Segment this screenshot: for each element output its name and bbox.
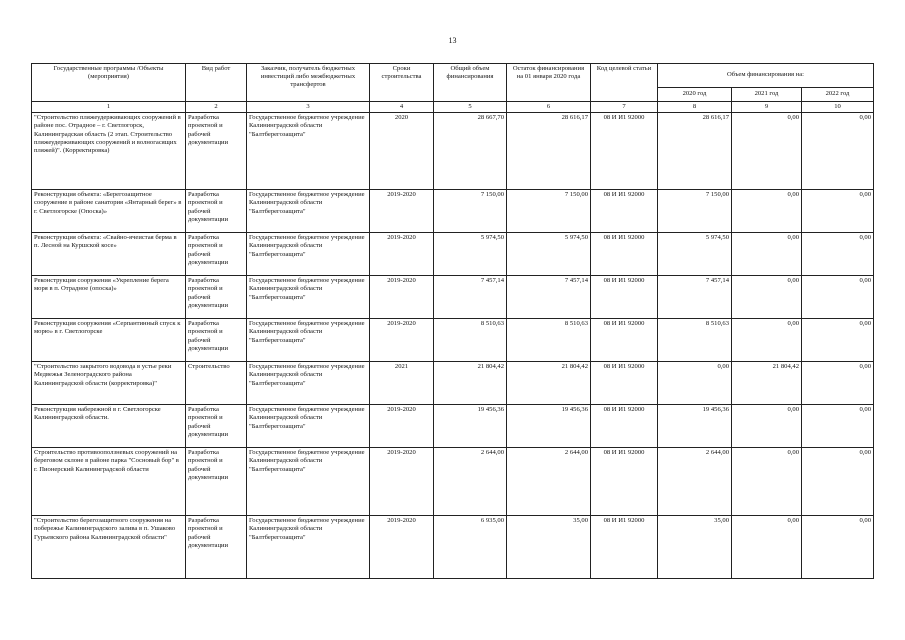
- program-name: "Строительство берегозащитного сооружения на побережье Калининградского залива в п. Ушаково Гурьевского района Калининградской области": [32, 516, 186, 579]
- program-name: Реконструкция набережной в г. Светлогорске Калининградской области.: [32, 405, 186, 448]
- table-row: [32, 516, 874, 579]
- target-code: 08 И И1 92000: [591, 276, 658, 319]
- total-amount: 7 150,00: [434, 190, 507, 233]
- customer: Государственное бюджетное учреждение Калининградской области "Балтберегозащита": [247, 233, 370, 276]
- period: 2019-2020: [370, 190, 434, 233]
- program-name: "Строительство закрытого водовода в устье реки Медвежья Зеленоградского района Калининградской области (корректировка)": [32, 362, 186, 405]
- amount-2021: 0,00: [732, 516, 802, 579]
- period: 2019-2020: [370, 448, 434, 516]
- amount-2021: 0,00: [732, 276, 802, 319]
- header-remainder: Остаток финансирования на 01 января 2020 года: [507, 64, 591, 102]
- work-type: Строительство: [186, 362, 247, 405]
- target-code: 08 И И1 92000: [591, 190, 658, 233]
- column-number: 10: [802, 102, 874, 113]
- remainder-amount: 19 456,36: [507, 405, 591, 448]
- total-amount: 8 510,63: [434, 319, 507, 362]
- amount-2022: 0,00: [802, 319, 874, 362]
- amount-2021: 0,00: [732, 233, 802, 276]
- customer: Государственное бюджетное учреждение Калининградской области "Балтберегозащита": [247, 362, 370, 405]
- amount-2020: 35,00: [658, 516, 732, 579]
- column-number: 4: [370, 102, 434, 113]
- customer: Государственное бюджетное учреждение Калининградской области "Балтберегозащита": [247, 190, 370, 233]
- column-number: 1: [32, 102, 186, 113]
- work-type: Разработка проектной и рабочей документации: [186, 113, 247, 190]
- column-number: 8: [658, 102, 732, 113]
- header-program: Государственные программы /Объекты (мероприятия): [32, 64, 186, 102]
- customer: Государственное бюджетное учреждение Калининградской области "Балтберегозащита": [247, 516, 370, 579]
- column-number: 3: [247, 102, 370, 113]
- remainder-amount: 7 457,14: [507, 276, 591, 319]
- total-amount: 2 644,00: [434, 448, 507, 516]
- amount-2021: 21 804,42: [732, 362, 802, 405]
- period: 2019-2020: [370, 516, 434, 579]
- header-period: Сроки строительства: [370, 64, 434, 102]
- amount-2022: 0,00: [802, 362, 874, 405]
- amount-2020: 8 510,63: [658, 319, 732, 362]
- period: 2019-2020: [370, 233, 434, 276]
- amount-2022: 0,00: [802, 448, 874, 516]
- period: 2019-2020: [370, 276, 434, 319]
- amount-2020: 7 150,00: [658, 190, 732, 233]
- total-amount: 5 974,50: [434, 233, 507, 276]
- target-code: 08 И И1 92000: [591, 233, 658, 276]
- target-code: 08 И И1 92000: [591, 319, 658, 362]
- remainder-amount: 35,00: [507, 516, 591, 579]
- column-number: 6: [507, 102, 591, 113]
- header-2020: 2020 год: [658, 88, 732, 102]
- column-number: 9: [732, 102, 802, 113]
- period: 2020: [370, 113, 434, 190]
- column-number: 7: [591, 102, 658, 113]
- column-number: 5: [434, 102, 507, 113]
- remainder-amount: 8 510,63: [507, 319, 591, 362]
- table-row: [32, 113, 874, 190]
- header-2022: 2022 год: [802, 88, 874, 102]
- target-code: 08 И И1 92000: [591, 405, 658, 448]
- program-name: Реконструкция объекта: «Свайно-ячеистая берма в п. Лесной на Куршской косе»: [32, 233, 186, 276]
- target-code: 08 И И1 92000: [591, 448, 658, 516]
- total-amount: 7 457,14: [434, 276, 507, 319]
- remainder-amount: 2 644,00: [507, 448, 591, 516]
- target-code: 08 И И1 92000: [591, 113, 658, 190]
- amount-2022: 0,00: [802, 233, 874, 276]
- program-name: Реконструкция сооружения «Укрепление берега моря в п. Отрадное (опоска)»: [32, 276, 186, 319]
- period: 2021: [370, 362, 434, 405]
- total-amount: 28 667,70: [434, 113, 507, 190]
- amount-2021: 0,00: [732, 113, 802, 190]
- column-number-row: [32, 102, 874, 113]
- header-financing-group: Объем финансирования на:: [658, 64, 874, 88]
- amount-2022: 0,00: [802, 405, 874, 448]
- amount-2021: 0,00: [732, 190, 802, 233]
- work-type: Разработка проектной и рабочей документации: [186, 448, 247, 516]
- work-type: Разработка проектной и рабочей документации: [186, 405, 247, 448]
- amount-2020: 5 974,50: [658, 233, 732, 276]
- header-work-type: Вид работ: [186, 64, 247, 102]
- total-amount: 6 935,00: [434, 516, 507, 579]
- header-total: Общий объем финансирования: [434, 64, 507, 102]
- amount-2022: 0,00: [802, 113, 874, 190]
- target-code: 08 И И1 92000: [591, 516, 658, 579]
- amount-2022: 0,00: [802, 276, 874, 319]
- period: 2019-2020: [370, 319, 434, 362]
- remainder-amount: 21 804,42: [507, 362, 591, 405]
- target-code: 08 И И1 92000: [591, 362, 658, 405]
- work-type: Разработка проектной и рабочей документации: [186, 516, 247, 579]
- table-row: [32, 448, 874, 516]
- total-amount: 21 804,42: [434, 362, 507, 405]
- amount-2021: 0,00: [732, 405, 802, 448]
- remainder-amount: 7 150,00: [507, 190, 591, 233]
- table-row: [32, 405, 874, 448]
- amount-2021: 0,00: [732, 319, 802, 362]
- customer: Государственное бюджетное учреждение Калининградской области "Балтберегозащита": [247, 319, 370, 362]
- work-type: Разработка проектной и рабочей документации: [186, 190, 247, 233]
- table-row: [32, 233, 874, 276]
- period: 2019-2020: [370, 405, 434, 448]
- amount-2022: 0,00: [802, 516, 874, 579]
- header-customer: Заказчик, получатель бюджетных инвестиций либо межбюджетных трансфертов: [247, 64, 370, 102]
- customer: Государственное бюджетное учреждение Калининградской области "Балтберегозащита": [247, 448, 370, 516]
- table-row: [32, 362, 874, 405]
- amount-2020: 0,00: [658, 362, 732, 405]
- work-type: Разработка проектной и рабочей документации: [186, 276, 247, 319]
- customer: Государственное бюджетное учреждение Калининградской области "Балтберегозащита": [247, 405, 370, 448]
- remainder-amount: 28 616,17: [507, 113, 591, 190]
- program-name: Реконструкция сооружения «Серпантинный спуск к морю» в г. Светлогорске: [32, 319, 186, 362]
- work-type: Разработка проектной и рабочей документации: [186, 319, 247, 362]
- customer: Государственное бюджетное учреждение Калининградской области "Балтберегозащита": [247, 113, 370, 190]
- program-name: Реконструкция объекта: «Берегозащитное сооружение в районе санатория «Янтарный берег» в г. Светлогорске (Опоска)»: [32, 190, 186, 233]
- amount-2021: 0,00: [732, 448, 802, 516]
- amount-2020: 19 456,36: [658, 405, 732, 448]
- customer: Государственное бюджетное учреждение Калининградской области "Балтберегозащита": [247, 276, 370, 319]
- remainder-amount: 5 974,50: [507, 233, 591, 276]
- table-row: [32, 319, 874, 362]
- table-row: [32, 190, 874, 233]
- financing-table: [31, 63, 874, 579]
- table-row: [32, 276, 874, 319]
- header-2021: 2021 год: [732, 88, 802, 102]
- total-amount: 19 456,36: [434, 405, 507, 448]
- amount-2020: 2 644,00: [658, 448, 732, 516]
- amount-2020: 28 616,17: [658, 113, 732, 190]
- program-name: "Строительство пляжеудерживающих сооружений в районе пос. Отрадное – г. Светлогорск, Калининградская область (2 этап. Строительство пляжеудерживающих сооружений и волногасящих пляжей)". (Корректировка): [32, 113, 186, 190]
- amount-2022: 0,00: [802, 190, 874, 233]
- page-number: 13: [448, 36, 457, 45]
- amount-2020: 7 457,14: [658, 276, 732, 319]
- work-type: Разработка проектной и рабочей документации: [186, 233, 247, 276]
- header-code: Код целевой статьи: [591, 64, 658, 102]
- program-name: Строительство противооползневых сооружений на береговом склоне в районе парка "Сосновый бор" в г. Пионерский Калининградской области: [32, 448, 186, 516]
- column-number: 2: [186, 102, 247, 113]
